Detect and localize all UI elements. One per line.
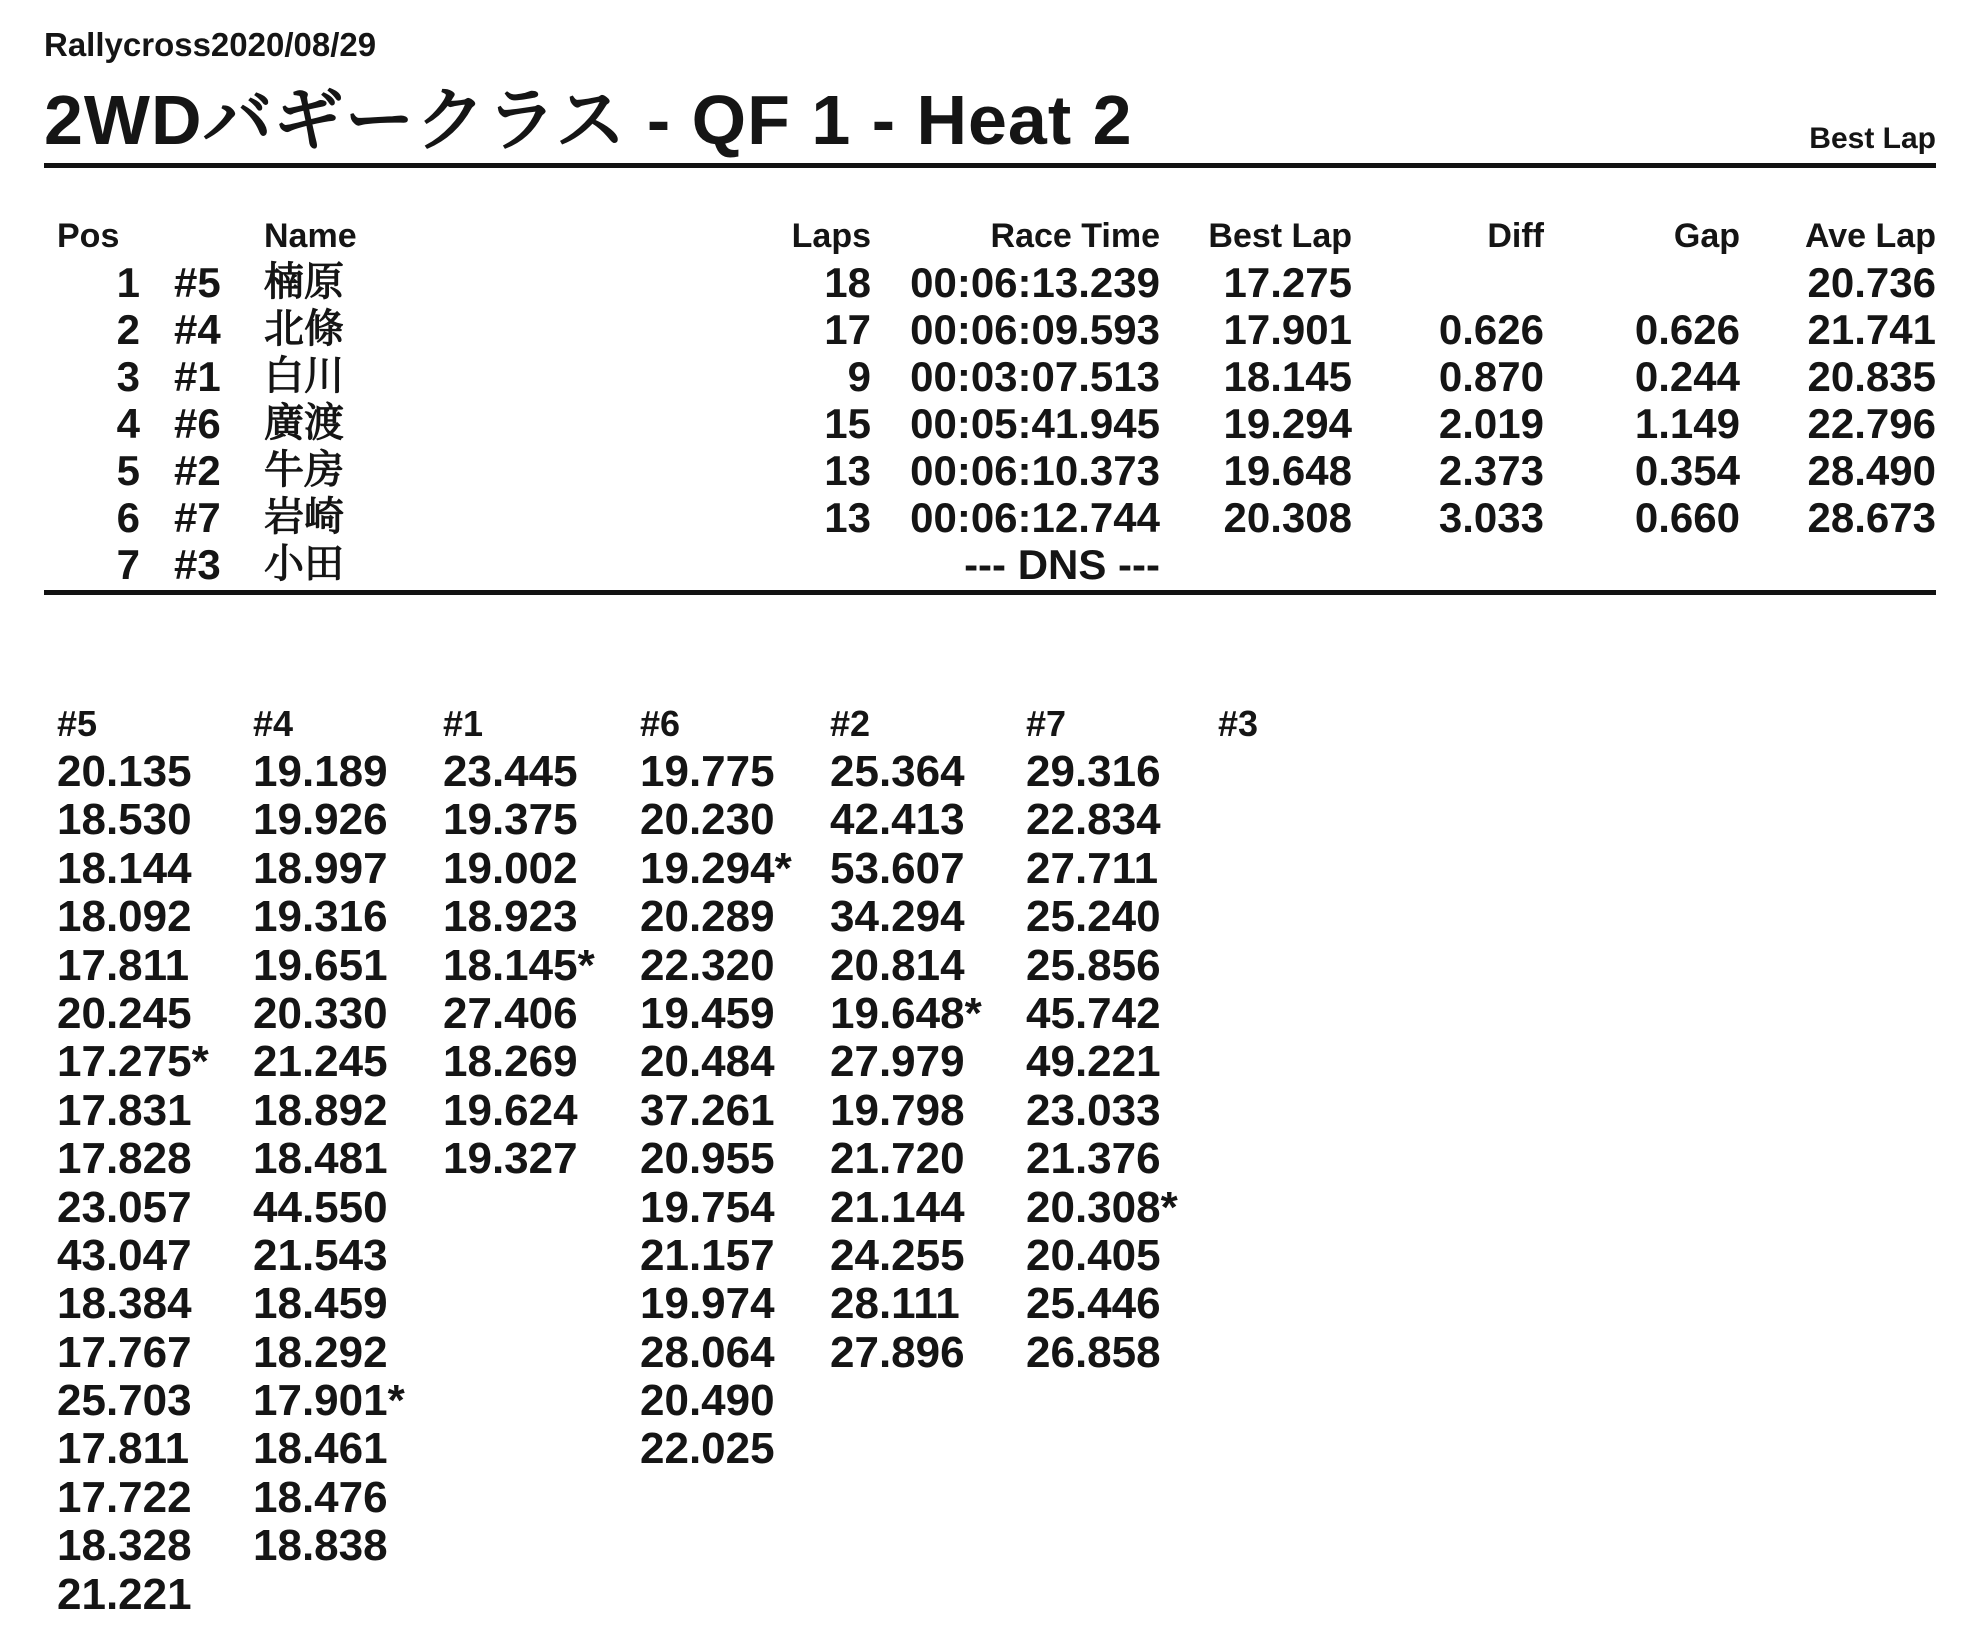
lap-time: 20.405 (1026, 1230, 1161, 1280)
best-lap-cell: 17.275 (1223, 259, 1352, 306)
lap-time: 18.092 (57, 892, 192, 942)
ave-lap-column-header: Ave Lap (1804, 217, 1936, 255)
results-rows (44, 259, 1936, 588)
race-time-column-header: Race Time (990, 217, 1160, 255)
race-time-cell: 00:06:12.744 (910, 494, 1160, 541)
lap-time: 17.901* (253, 1376, 405, 1426)
lap-time: 18.384 (57, 1279, 192, 1329)
car-number-column-header (154, 214, 264, 259)
lap-time: 19.798 (830, 1085, 965, 1135)
lap-time: 22.834 (1026, 795, 1161, 845)
race-time-cell: 00:03:07.513 (910, 353, 1160, 400)
lap-time: 19.651 (253, 940, 388, 990)
gap-cell: 0.354 (1634, 447, 1740, 494)
gap-cell (1544, 541, 1740, 588)
gap-cell: 1.149 (1634, 400, 1740, 447)
lap-column (830, 700, 1026, 1377)
lap-time: 19.775 (640, 747, 775, 796)
diff-cell: 2.373 (1438, 447, 1544, 494)
lap-time: 17.811 (57, 940, 190, 990)
lap-time: 18.328 (57, 1521, 192, 1571)
lap-time: 19.974 (640, 1279, 775, 1329)
lap-time: 19.294* (640, 843, 792, 893)
race-time-cell: --- DNS --- (964, 541, 1160, 588)
lap-time: 21.720 (830, 1134, 965, 1184)
lap-time: 34.294 (830, 892, 965, 942)
lap-time: 24.255 (830, 1230, 965, 1280)
lap-time: 18.145* (443, 940, 595, 990)
lap-column-header: #3 (1218, 703, 1259, 744)
race-time-cell: 00:06:09.593 (910, 306, 1160, 353)
result-row (44, 306, 1936, 353)
lap-time: 18.459 (253, 1279, 388, 1329)
lap-time: 18.144 (57, 843, 192, 893)
lap-time: 18.997 (253, 843, 388, 893)
best-lap-cell: 17.901 (1223, 306, 1352, 353)
lap-time: 29.316 (1026, 747, 1161, 796)
laps-cell: 9 (847, 353, 871, 400)
lap-time: 26.858 (1026, 1327, 1161, 1377)
laps-cell: 13 (824, 494, 871, 541)
lap-time: 18.476 (253, 1472, 388, 1522)
lap-time: 20.490 (640, 1376, 775, 1426)
lap-time: 18.923 (443, 892, 578, 942)
ave-lap-cell: 20.736 (1807, 259, 1936, 306)
lap-time: 53.607 (830, 843, 965, 893)
best-lap-cell: 19.294 (1223, 400, 1352, 447)
lap-column (443, 700, 640, 1184)
ave-lap-cell: 28.673 (1807, 494, 1936, 541)
diff-cell: 2.019 (1438, 400, 1544, 447)
lap-time: 27.979 (830, 1037, 965, 1087)
lap-column-header: #7 (1026, 703, 1067, 744)
car-number-cell: #3 (174, 541, 221, 588)
best-lap-cell: 19.648 (1223, 447, 1352, 494)
lap-time: 19.926 (253, 795, 388, 845)
lap-column (1026, 700, 1218, 1377)
pos-column-header: Pos (57, 217, 120, 255)
lap-column-header: #4 (253, 703, 294, 744)
driver-name-cell: 岩崎 (264, 495, 344, 539)
lap-time: 25.364 (830, 747, 965, 796)
lap-time: 18.838 (253, 1521, 388, 1571)
diff-cell (1352, 541, 1544, 588)
diff-cell: 3.033 (1438, 494, 1544, 541)
ave-lap-cell (1740, 541, 1936, 588)
results-bottom-divider-line (44, 590, 1936, 595)
lap-time: 19.754 (640, 1182, 775, 1232)
lap-time: 25.240 (1026, 892, 1161, 942)
lap-time: 18.292 (253, 1327, 388, 1377)
driver-name-cell: 牛房 (264, 448, 344, 492)
laps-cell: 13 (824, 447, 871, 494)
result-row (44, 400, 1936, 447)
lap-time: 18.892 (253, 1085, 388, 1135)
event-date-line: Rallycross2020/08/29 (44, 26, 377, 63)
ave-lap-cell: 22.796 (1807, 400, 1936, 447)
lap-column (1218, 700, 1258, 748)
lap-time: 19.189 (253, 747, 388, 796)
lap-time: 19.316 (253, 892, 388, 942)
lap-time: 19.459 (640, 988, 775, 1038)
results-header-row (44, 214, 1936, 259)
diff-cell: 0.626 (1438, 306, 1544, 353)
lap-column (57, 700, 253, 1619)
gap-cell (1544, 259, 1740, 306)
lap-column-header: #6 (640, 703, 681, 744)
lap-time: 43.047 (57, 1230, 192, 1280)
driver-name-cell: 小田 (264, 542, 344, 586)
lap-time: 23.033 (1026, 1085, 1161, 1135)
lap-time: 17.811 (57, 1424, 190, 1474)
gap-column-header: Gap (1673, 217, 1740, 255)
lap-time: 21.221 (57, 1569, 192, 1619)
lap-time: 20.308* (1026, 1182, 1178, 1232)
result-row (44, 353, 1936, 400)
pos-cell: 5 (116, 447, 140, 494)
pos-cell: 4 (116, 400, 140, 447)
lap-time: 22.025 (640, 1424, 775, 1474)
result-row (44, 541, 1936, 588)
lap-time: 20.814 (830, 940, 965, 990)
lap-time: 17.831 (57, 1085, 192, 1135)
driver-name-cell: 白川 (264, 354, 344, 398)
lap-time: 17.275* (57, 1037, 209, 1087)
lap-time: 49.221 (1026, 1037, 1161, 1087)
lap-time: 17.828 (57, 1134, 192, 1184)
lap-time: 20.955 (640, 1134, 775, 1184)
lap-time: 42.413 (830, 795, 965, 845)
gap-cell: 0.626 (1634, 306, 1740, 353)
lap-time: 21.245 (253, 1037, 388, 1087)
lap-time: 20.289 (640, 892, 775, 942)
car-number-cell: #4 (174, 306, 221, 353)
lap-time: 19.648* (830, 988, 982, 1038)
lap-time: 21.543 (253, 1230, 388, 1280)
header-divider-line (44, 163, 1936, 168)
lap-time: 27.711 (1026, 843, 1159, 893)
car-number-cell: #5 (174, 259, 221, 306)
pos-cell: 2 (116, 306, 140, 353)
laps-column-header: Laps (791, 217, 871, 255)
lap-time: 25.446 (1026, 1279, 1161, 1329)
lap-time: 44.550 (253, 1182, 388, 1232)
page-title: 2WDバギークラス - QF 1 - Heat 2 (44, 81, 1133, 159)
result-row (44, 447, 1936, 494)
car-number-cell: #7 (174, 494, 221, 541)
lap-time: 27.406 (443, 988, 578, 1038)
name-column-header: Name (264, 217, 357, 255)
lap-time: 20.230 (640, 795, 775, 845)
lap-time: 19.327 (443, 1134, 578, 1184)
pos-cell: 7 (116, 541, 140, 588)
best-lap-corner-label: Best Lap (1809, 122, 1936, 155)
lap-time: 28.111 (830, 1279, 960, 1329)
lap-time: 21.144 (830, 1182, 965, 1232)
lap-time: 18.269 (443, 1037, 578, 1087)
lap-time: 17.722 (57, 1472, 192, 1522)
lap-time: 22.320 (640, 940, 775, 990)
lap-column (253, 700, 443, 1571)
race-time-cell: 00:06:13.239 (910, 259, 1160, 306)
driver-name-cell: 楠原 (264, 260, 344, 304)
result-row (44, 259, 1936, 306)
ave-lap-cell: 28.490 (1807, 447, 1936, 494)
diff-cell: 0.870 (1438, 353, 1544, 400)
results-table (44, 214, 1936, 588)
lap-time: 20.245 (57, 988, 192, 1038)
lap-time: 18.530 (57, 795, 192, 845)
lap-time: 23.445 (443, 747, 578, 796)
lap-column-header: #5 (57, 703, 98, 744)
gap-cell: 0.660 (1634, 494, 1740, 541)
lap-time: 21.376 (1026, 1134, 1161, 1184)
laps-cell: 17 (824, 306, 871, 353)
car-number-cell: #2 (174, 447, 221, 494)
lap-time: 28.064 (640, 1327, 775, 1377)
lap-time: 19.624 (443, 1085, 578, 1135)
ave-lap-cell: 21.741 (1807, 306, 1936, 353)
laps-cell: 15 (824, 400, 871, 447)
car-number-cell: #6 (174, 400, 221, 447)
lap-column-header: #2 (830, 703, 871, 744)
best-lap-cell: 20.308 (1223, 494, 1352, 541)
lap-time: 37.261 (640, 1085, 775, 1135)
lap-time: 23.057 (57, 1182, 192, 1232)
laps-cell (634, 541, 871, 588)
result-row (44, 494, 1936, 541)
pos-cell: 6 (116, 494, 140, 541)
lap-time: 19.002 (443, 843, 578, 893)
race-time-cell: 00:06:10.373 (910, 447, 1160, 494)
lap-column (640, 700, 830, 1474)
driver-name-cell: 北條 (264, 307, 344, 351)
race-time-cell: 00:05:41.945 (910, 400, 1160, 447)
diff-cell (1352, 259, 1544, 306)
lap-time: 25.703 (57, 1376, 192, 1426)
best-lap-column-header: Best Lap (1208, 217, 1352, 255)
ave-lap-cell: 20.835 (1807, 353, 1936, 400)
best-lap-cell (1160, 541, 1352, 588)
laps-cell: 18 (824, 259, 871, 306)
lap-time: 27.896 (830, 1327, 965, 1377)
lap-time: 18.481 (253, 1134, 388, 1184)
lap-time: 20.135 (57, 747, 192, 796)
lap-time: 25.856 (1026, 940, 1161, 990)
pos-cell: 3 (116, 353, 140, 400)
lap-time: 20.484 (640, 1037, 775, 1087)
gap-cell: 0.244 (1634, 353, 1740, 400)
pos-cell: 1 (116, 259, 140, 306)
best-lap-cell: 18.145 (1223, 353, 1352, 400)
car-number-cell: #1 (174, 353, 221, 400)
lap-time: 20.330 (253, 988, 388, 1038)
lap-time: 17.767 (57, 1327, 192, 1377)
diff-column-header: Diff (1487, 217, 1544, 255)
lap-time: 18.461 (253, 1424, 388, 1474)
lap-column-header: #1 (443, 703, 484, 744)
driver-name-cell: 廣渡 (264, 401, 344, 445)
lap-time: 19.375 (443, 795, 578, 845)
lap-times-table (44, 700, 1936, 1619)
lap-time: 21.157 (640, 1230, 775, 1280)
lap-time: 45.742 (1026, 988, 1161, 1038)
